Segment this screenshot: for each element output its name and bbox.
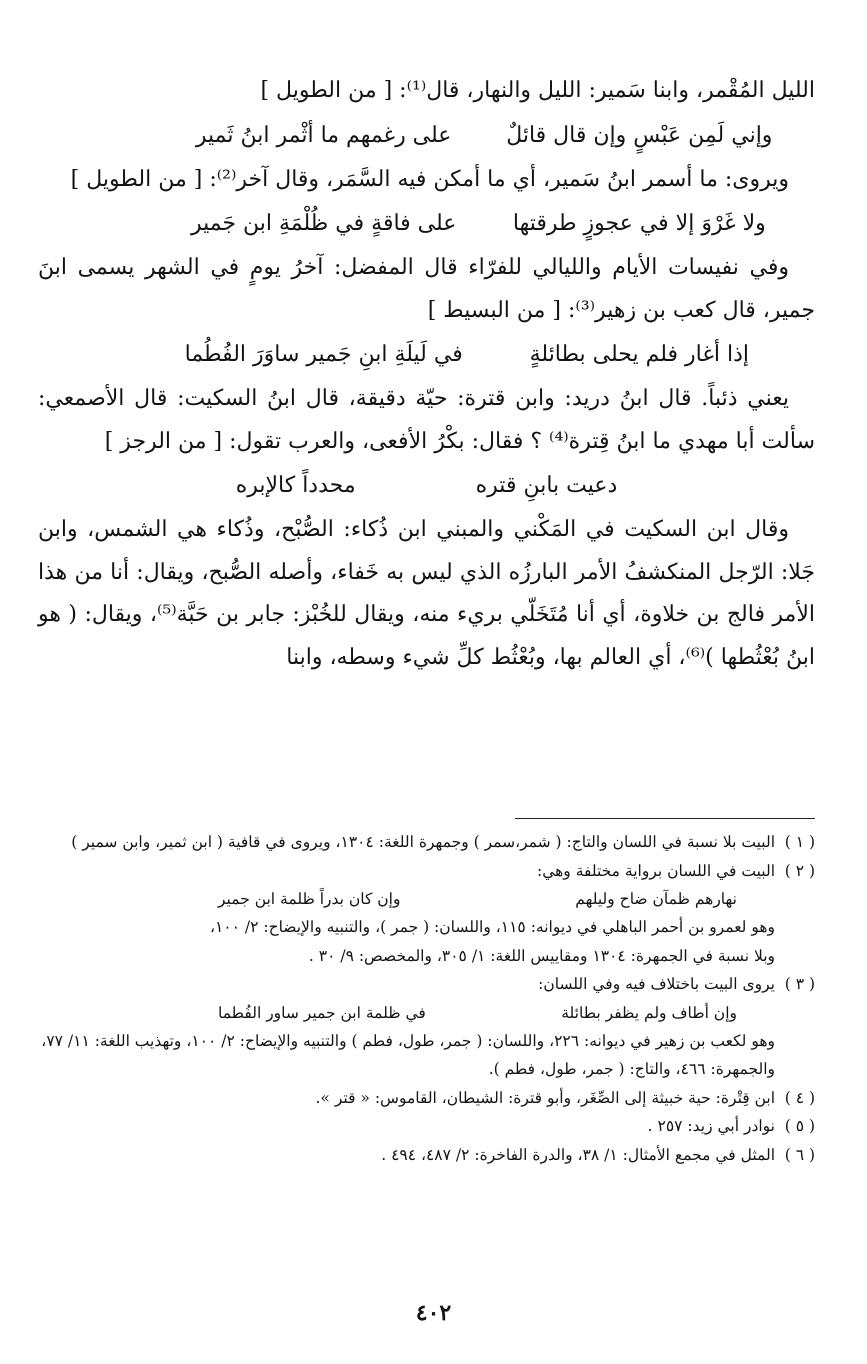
footnotes [38, 828, 815, 1169]
footnote-number: ( ٦ ) [784, 1145, 815, 1164]
footnote-2-line-1: وهو لعمرو بن أحمر الباهلي في ديوانه: ١١٥، واللسان: ( جمر )، والتنبيه والإيضاح: ٢/ ١٠٠، [209, 918, 775, 936]
footnote-3 [38, 970, 815, 999]
verse-4 [38, 463, 815, 509]
footnote-2-verse [38, 885, 815, 913]
page-number: ٤٠٢ [415, 1300, 452, 1326]
footnote-text: يروى البيت باختلاف فيه وفي اللسان: [538, 975, 775, 993]
footnote-text: المثل في مجمع الأمثال: ١/ ٣٨، والدرة الفاخرة: ٢/ ٤٨٧، ٤٩٤ . [381, 1145, 775, 1164]
footnote-text: البيت بلا نسبة في اللسان والتاج: ( شمر،سمر ) وجمهرة اللغة: ١٣٠٤، ويروى في قافية ( ابن ثمير، وابن سمير ) [71, 833, 775, 851]
footnote-number: ( ٥ ) [784, 1117, 815, 1135]
footnote-2-line-2: وبلا نسبة في الجمهرة: ١٣٠٤ ومقاييس اللغة: ١/ ٣٠٥، والمخصص: ٩/ ٣٠ . [308, 946, 775, 965]
footnote-verse-second: في ظلمة ابن جمير ساور الفُطما [218, 1003, 426, 1022]
footnote-5 [38, 1112, 815, 1141]
footnote-text: ابن قِتْرة: حية خبيثة إلى الصِّغَر، وأبو قترة: الشيطان، القاموس: « قتر ». [315, 1088, 775, 1107]
main-text [38, 70, 815, 679]
paragraph-2: ويروى: ما أسمر ابنُ سَمير، أي ما أمكن فيه السَّمَر، وقال آخر⁽²⁾: [ من الطويل ] [70, 166, 789, 192]
footnote-number: ( ٣ ) [784, 975, 815, 993]
footnote-4 [38, 1084, 815, 1113]
footnote-text: نوادر أبي زيد: ٢٥٧ . [647, 1117, 775, 1135]
verse-2 [38, 201, 815, 247]
paragraph-4: يعني ذئباً. قال ابنُ دريد: وابن قترة: حيّة دقيقة، قال ابنُ السكيت: قال الأصمعي: سألت أبا مهدي ما ابنُ قِترة⁽⁴⁾ ؟ فقال: بكْرُ الأفعى، والعرب تقول: [ من الرجز ] [38, 386, 815, 454]
footnote-number: ( ٢ ) [784, 861, 815, 880]
paragraph-3: وفي نفيسات الأيام والليالي للفرّاء قال المفضل: آخرُ يومٍ في الشهر يسمى ابنَ جمير، قال كعب بن زهير⁽³⁾: [ من البسيط ] [38, 255, 815, 323]
verse-2-first-hemistich: ولا غَرْوَ إلا في عجوزٍ طرقتها [512, 211, 766, 236]
footnote-divider [515, 818, 815, 819]
footnote-text: البيت في اللسان برواية مختلفة وهي: [536, 861, 775, 880]
verse-1 [38, 113, 815, 159]
paragraph-1: الليل المُقْمر، وابنا سَمير: الليل والنهار، قال⁽¹⁾: [ من الطويل ] [260, 78, 815, 103]
verse-1-first-hemistich: وإني لَمِن عَبْسٍ وإن قال قائلٌ [506, 122, 773, 148]
footnote-1 [38, 828, 815, 857]
verse-1-second-hemistich: على رغمهم ما أثْمر ابنُ ثَمير [195, 122, 452, 148]
footnote-verse-first: وإن أطاف ولم يظفر بطائلة [561, 1003, 737, 1022]
footnote-number: ( ٤ ) [784, 1088, 815, 1107]
footnote-6 [38, 1141, 815, 1170]
footnote-3-verse [38, 999, 815, 1027]
footnote-2 [38, 857, 815, 886]
verse-4-second-hemistich: محدداً كالإبره [235, 473, 356, 498]
paragraph-5: وقال ابن السكيت في المَكْني والمبني ابن ذُكاء: الصُّبْح، وذُكاء هي الشمس، وابن جَلا: الرّجل المنكشفُ الأمر البارزُه الذي ليس به خَفاء، وأصله الصُّبح، ويقال: أنا من هذا الأمر فالج بن خلاوة، أي أنا مُتَخَلّي بريء منه، ويقال للخُبْز: جابر بن حَبَّة⁽⁵⁾، ويقال: ( هو ابنُ بُعْثُطها )⁽⁶⁾، أي العالم بها، وبُعْثُط كلِّ شيء وسطه، وابنا [38, 517, 816, 670]
verse-3-second-hemistich: في لَيلَةِ ابنِ جَمير ساوَرَ الفُطُما [184, 342, 463, 367]
footnote-verse-second: وإن كان بدراً ظلمة ابن جمير [218, 890, 401, 908]
footnote-verse-first: نهارهم ظمآن ضاح وليلهم [575, 890, 737, 908]
footnote-number: ( ١ ) [784, 833, 815, 851]
verse-4-first-hemistich: دعيت بابنِ قتره [475, 473, 618, 498]
verse-3-first-hemistich: إذا أغار فلم يحلى بطائلةٍ [529, 342, 750, 367]
verse-3 [38, 332, 815, 378]
verse-2-second-hemistich: على فاقةٍ في ظُلْمَةِ ابن جَمير [190, 211, 457, 236]
footnote-3-line-1: وهو لكعب بن زهير في ديوانه: ٢٢٦، واللسان: ( جمر، طول، فطم ) والتنبيه والإيضاح: ٢/ ١٠٠، وتهذيب اللغة: ١١/ ٧٧، والجمهرة: ٤٦٦، والتاج: ( جمر، طول، فطم ). [41, 1031, 775, 1078]
